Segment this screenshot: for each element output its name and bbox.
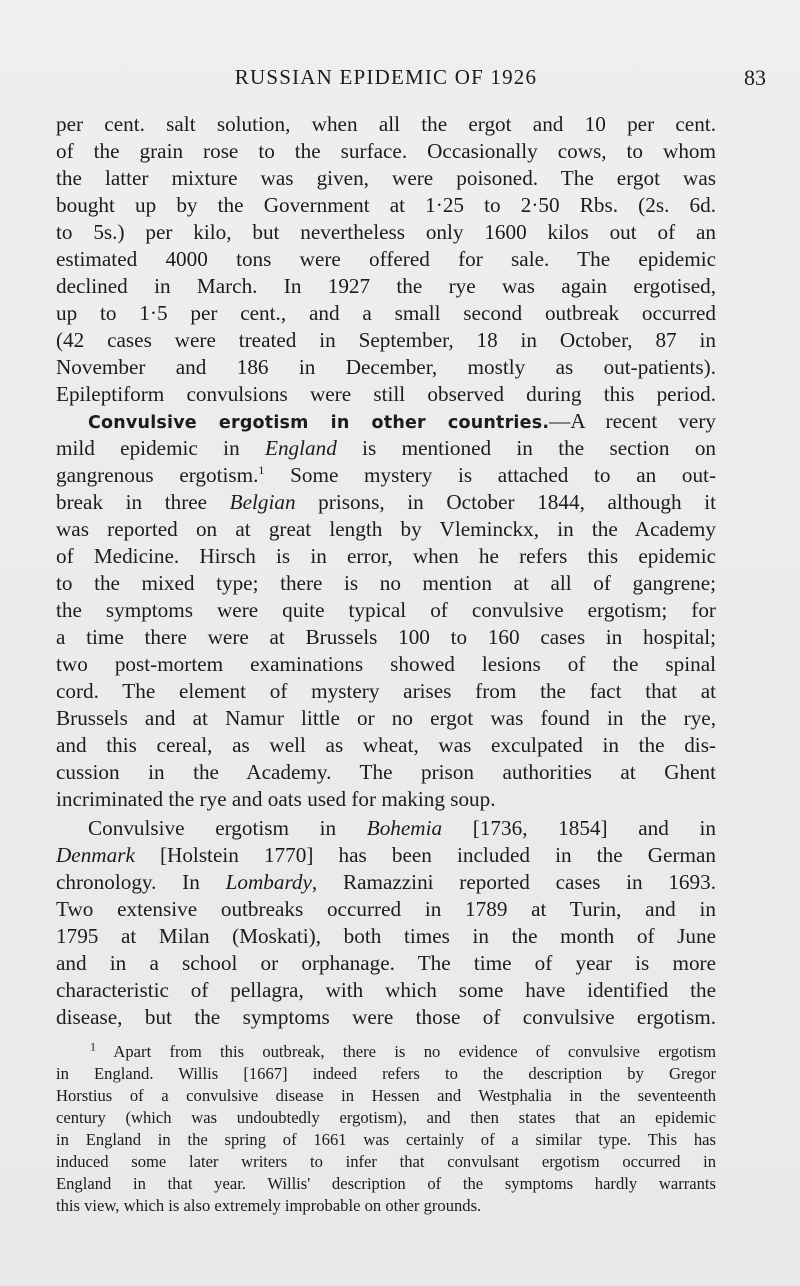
text-line: of the grain rose to the surface. Occasionally cows, to whom [56,139,716,163]
text-line: cussion in the Academy. The prison authorities at Ghent [56,760,716,784]
text-line: bought up by the Government at 1·25 to 2·50 Rbs. (2s. 6d. [56,193,716,217]
text-line: to the mixed type; there is no mention at all of gangrene; [56,571,716,595]
footnote-reference: 1 [258,462,265,477]
running-title: RUSSIAN EPIDEMIC OF 1926 [234,65,538,89]
text-line: two post-mortem examinations showed lesions of the spinal [56,652,716,676]
footnote-line: induced some later writers to infer that convulsant ergotism occurred in [56,1152,716,1171]
text-line: 1795 at Milan (Moskati), both times in the month of June [56,924,716,948]
text-line: Two extensive outbreaks occurred in 1789 at Turin, and in [56,897,716,921]
section-heading: Convulsive ergotism in other countries. [88,413,550,433]
text-line: chronology. In Lombardy, Ramazzini reported cases in 1693. [56,870,716,894]
section-heading-line: Convulsive ergotism in other countries.—A recent very [88,409,716,433]
text-line: disease, but the symptoms were those of convulsive ergotism. [56,1005,716,1029]
text-line: break in three Belgian prisons, in October 1844, although it [56,490,716,514]
footnote-line: this view, which is also extremely improbable on other grounds. [56,1196,482,1215]
text-line: Convulsive ergotism in Bohemia [1736, 1854] and in [88,816,716,840]
text-line: of Medicine. Hirsch is in error, when he refers this epidemic [56,544,716,568]
text-line: incriminated the rye and oats used for making soup. [56,787,496,811]
text-line: the symptoms were quite typical of convulsive ergotism; for [56,598,716,622]
text-line: the latter mixture was given, were poisoned. The ergot was [56,166,716,190]
text-line: to 5s.) per kilo, but nevertheless only 1600 kilos out of an [56,220,716,244]
text-line: estimated 4000 tons were offered for sale. The epidemic [56,247,716,271]
text-line: Brussels and at Namur little or no ergot was found in the rye, [56,706,716,730]
text-line: declined in March. In 1927 the rye was again ergotised, [56,274,716,298]
text-line: a time there were at Brussels 100 to 160 cases in hospital; [56,625,716,649]
text-line: Denmark [Holstein 1770] has been included in the German [56,843,716,867]
text-line: (42 cases were treated in September, 18 in October, 87 in [56,328,716,352]
footnote-line: in England. Willis [1667] indeed refers to the description by Gregor [56,1064,716,1083]
text-line: and this cereal, as well as wheat, was exculpated in the dis- [56,733,716,757]
footnote-line: in England in the spring of 1661 was certainly of a similar type. This has [56,1130,716,1149]
footnote-marker: 1 [90,1039,96,1054]
text-line: cord. The element of mystery arises from the fact that at [56,679,716,703]
footnote-line: Horstius of a convulsive disease in Hessen and Westphalia in the seventeenth [56,1086,716,1105]
text-line: and in a school or orphanage. The time of year is more [56,951,716,975]
text-line: mild epidemic in England is mentioned in the section on [56,436,717,460]
footnote-line: England in that year. Willis' description of the symptoms hardly warrants [56,1174,716,1193]
text-line: gangrenous ergotism.$^1$ Some mystery is attached to an out- [56,462,717,487]
text-line: was reported on at great length by Vleminckx, in the Academy [56,517,716,541]
text-line: per cent. salt solution, when all the ergot and 10 per cent. [56,112,716,136]
text-line: characteristic of pellagra, with which some have identified the [56,978,716,1002]
text-line: November and 186 in December, mostly as out-patients). [56,355,716,379]
page-number: 83 [744,65,766,90]
footnote-line: century (which was undoubtedly ergotism), and then states that an epidemic [56,1108,716,1127]
text-line: up to 1·5 per cent., and a small second outbreak occurred [56,301,716,325]
text-line: Epileptiform convulsions were still observed during this period. [56,382,716,406]
running-head [56,62,766,92]
footnote-line: $^1$ Apart from this outbreak, there is no evidence of convulsive ergotism [90,1039,716,1061]
